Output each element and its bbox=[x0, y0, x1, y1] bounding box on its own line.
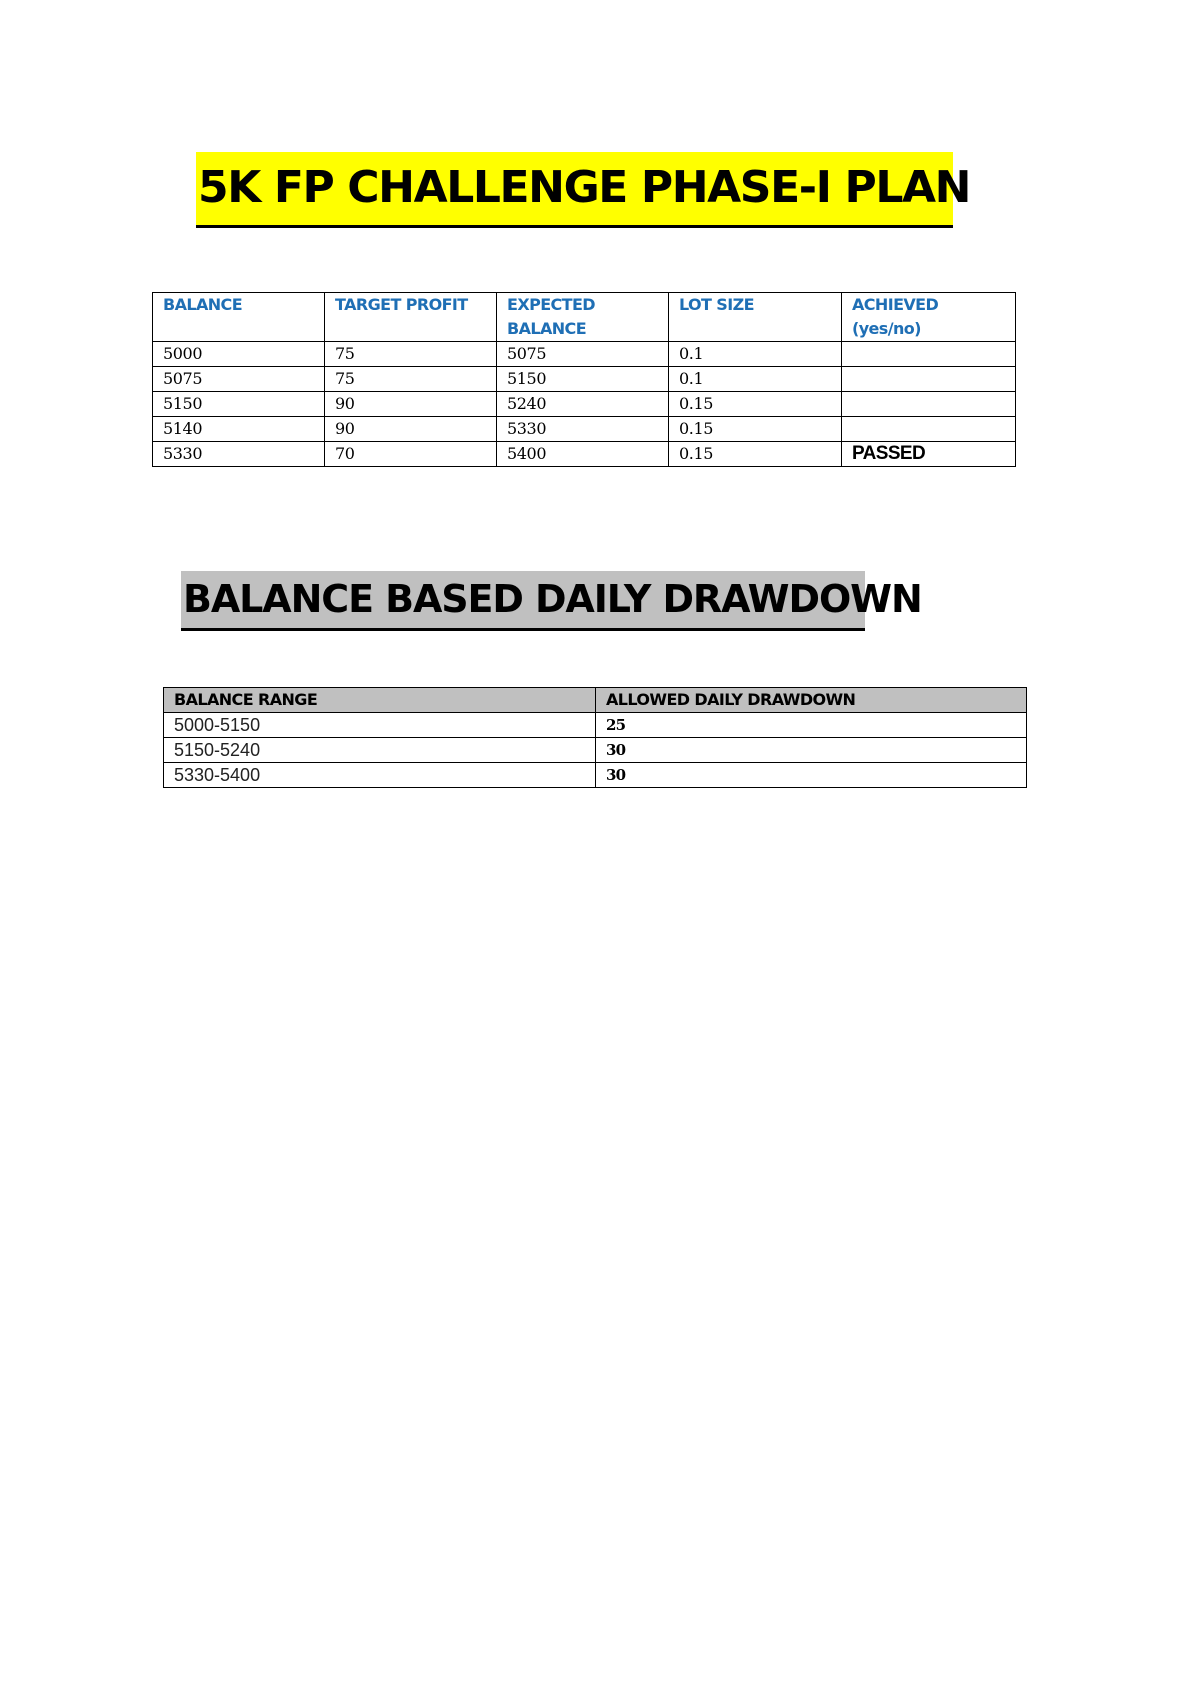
table-row bbox=[153, 392, 1016, 417]
cell-balance-range: 5000-5150 bbox=[164, 713, 596, 738]
header-balance-range: BALANCE RANGE bbox=[164, 688, 596, 713]
table-row bbox=[153, 367, 1016, 392]
header-lot-size: LOT SIZE bbox=[669, 293, 842, 342]
cell-target-profit: 70 bbox=[325, 442, 497, 467]
table-row bbox=[164, 738, 1027, 763]
cell-expected-balance: 5075 bbox=[497, 342, 669, 367]
cell-balance: 5330 bbox=[153, 442, 325, 467]
cell-expected-balance: 5330 bbox=[497, 417, 669, 442]
cell-balance: 5140 bbox=[153, 417, 325, 442]
cell-balance: 5075 bbox=[153, 367, 325, 392]
cell-achieved bbox=[842, 367, 1016, 392]
cell-allowed-drawdown: 30 bbox=[596, 738, 1027, 763]
cell-target-profit: 75 bbox=[325, 367, 497, 392]
challenge-plan-table bbox=[152, 292, 1016, 467]
header-balance: BALANCE bbox=[153, 293, 325, 342]
header-achieved: ACHIEVED (yes/no) bbox=[842, 293, 1016, 342]
cell-target-profit: 90 bbox=[325, 392, 497, 417]
daily-drawdown-table bbox=[163, 687, 1027, 788]
drawdown-header-row bbox=[164, 688, 1027, 713]
cell-balance: 5000 bbox=[153, 342, 325, 367]
plan-title: 5K FP CHALLENGE PHASE-I PLAN bbox=[196, 152, 953, 228]
cell-lot-size: 0.1 bbox=[669, 342, 842, 367]
cell-balance-range: 5150-5240 bbox=[164, 738, 596, 763]
cell-allowed-drawdown: 25 bbox=[596, 713, 1027, 738]
cell-target-profit: 90 bbox=[325, 417, 497, 442]
cell-lot-size: 0.1 bbox=[669, 367, 842, 392]
cell-achieved-passed: PASSED bbox=[842, 442, 1016, 467]
cell-balance: 5150 bbox=[153, 392, 325, 417]
cell-lot-size: 0.15 bbox=[669, 417, 842, 442]
cell-expected-balance: 5240 bbox=[497, 392, 669, 417]
cell-expected-balance: 5400 bbox=[497, 442, 669, 467]
cell-expected-balance: 5150 bbox=[497, 367, 669, 392]
table-row bbox=[164, 713, 1027, 738]
cell-achieved bbox=[842, 417, 1016, 442]
table-row bbox=[164, 763, 1027, 788]
header-allowed-drawdown: ALLOWED DAILY DRAWDOWN bbox=[596, 688, 1027, 713]
cell-lot-size: 0.15 bbox=[669, 442, 842, 467]
cell-achieved bbox=[842, 392, 1016, 417]
header-target-profit: TARGET PROFIT bbox=[325, 293, 497, 342]
cell-allowed-drawdown: 30 bbox=[596, 763, 1027, 788]
drawdown-title: BALANCE BASED DAILY DRAWDOWN bbox=[181, 571, 865, 631]
table-row bbox=[153, 342, 1016, 367]
table-row bbox=[153, 417, 1016, 442]
table-row bbox=[153, 442, 1016, 467]
cell-lot-size: 0.15 bbox=[669, 392, 842, 417]
header-expected-balance: EXPECTED BALANCE bbox=[497, 293, 669, 342]
plan-header-row bbox=[153, 293, 1016, 342]
cell-balance-range: 5330-5400 bbox=[164, 763, 596, 788]
cell-target-profit: 75 bbox=[325, 342, 497, 367]
cell-achieved bbox=[842, 342, 1016, 367]
